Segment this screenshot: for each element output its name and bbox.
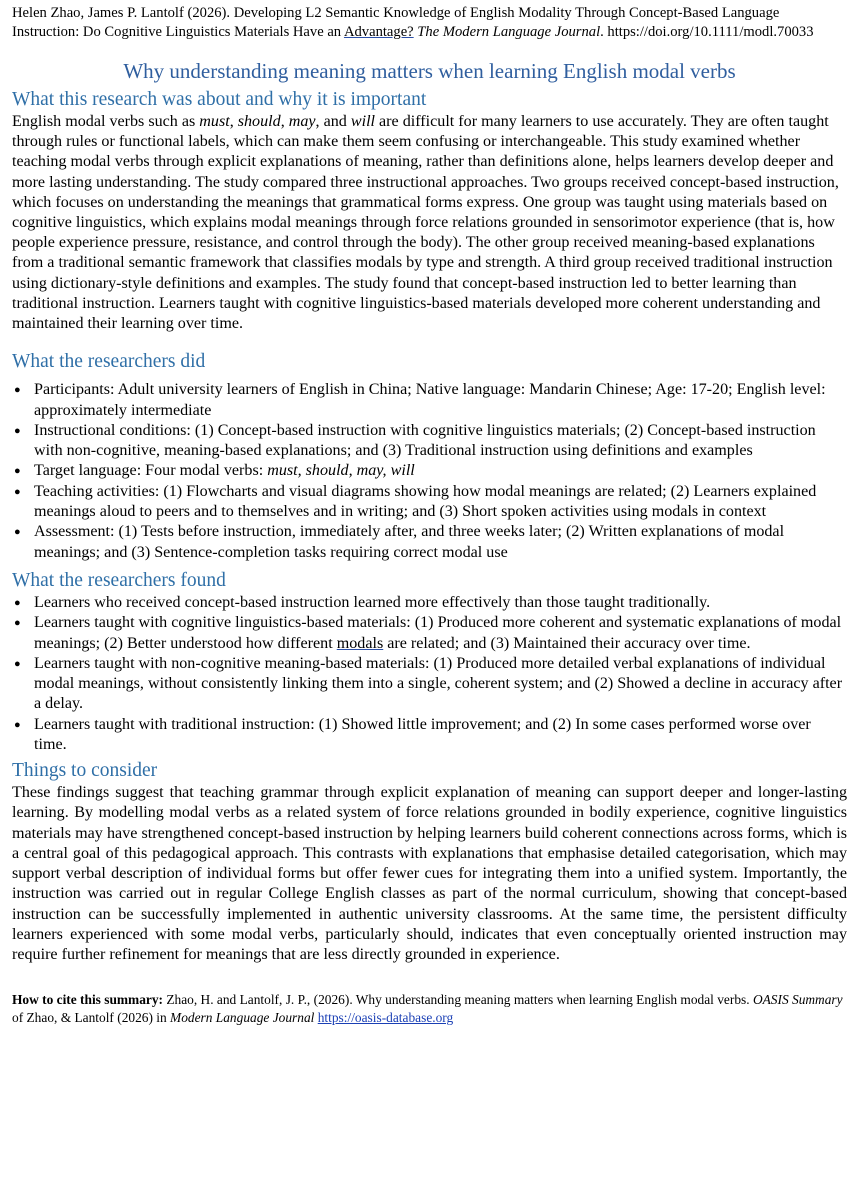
list-item: ● Target language: Four modal verbs: must, should, may, will — [12, 461, 847, 481]
bullet-icon: ● — [14, 424, 21, 437]
citation-label: How to cite this summary: — [12, 992, 163, 1008]
bullet-icon: ● — [14, 485, 21, 498]
reference-authors: Helen Zhao, James P. Lantolf (2026). Developing L2 Semantic Knowledge of English Modality Through Concept-Based Language Instruction: Do Cognitive Linguistics Materials Have an — [12, 5, 780, 40]
bullet-icon: ● — [14, 718, 21, 731]
list-item: ● Learners taught with traditional instruction: (1) Showed little improvement; and (2) In some cases performed worse over time. — [14, 715, 811, 753]
reference-doi: . https://doi.org/10.1111/modl.70033 — [600, 24, 814, 40]
section-heading-consider: Things to consider — [12, 760, 158, 782]
section-consider-paragraph: These findings suggest that teaching grammar through explicit explanation of meaning can support deeper and longer-lasting learning. By modelling modal verbs as a related system of force relations grounded in bodily experience, cognitive linguistics materials may have strengthened concept-based instruction by helping learners build coherent connections across forms, which is a central goal of this pedagogical approach. This contrasts with explanations that emphasise detailed categorisation, which may support verbal description of individual forms but offer fewer cues for integrating them into a unified system. Importantly, the instruction was carried out in regular College English classes as part of the normal curriculum, showing that concept-based instruction can be successfully implemented in authentic university classrooms. At the same time, the persistent difficulty learners experienced with some modal verbs, particularly should, indicates that even conceptually oriented instruction may require further refinement for meanings that are less directly grounded in experience. — [12, 784, 847, 963]
oasis-link[interactable]: https://oasis-database.org — [317, 1010, 454, 1026]
page-title: Why understanding meaning matters when learning English modal verbs — [123, 59, 736, 83]
did-list — [12, 380, 847, 563]
list-item: ● Learners taught with non-cognitive meaning-based materials: (1) Produced more detailed verbal explanations of individual modal meanings, without consistently linking them into a single, coherent system; and (2) Showed a decline in accuracy after a delay. — [14, 654, 843, 713]
bullet-icon: ● — [14, 617, 21, 630]
bullet-icon: ● — [14, 526, 21, 539]
reference-advantage-word: Advantage? — [343, 24, 414, 40]
section-heading-did: What the researchers did — [12, 351, 206, 373]
bullet-icon: ● — [14, 384, 21, 397]
reference-line — [12, 4, 847, 42]
list-item: ● Teaching activities: (1) Flowcharts and visual diagrams showing how modal meanings are related; (2) Learners explained meanings aloud to peers and to themselves and in writing; and (3) Short spoken activities using modals in context — [14, 482, 817, 521]
list-item: ● Learners taught with cognitive linguistics-based materials: (1) Produced more coherent and systematic explanations of modal meanings; (2) Better understood how different modals are related; and (3) Maintained their accuracy over time. — [14, 614, 842, 652]
found-list — [12, 593, 847, 755]
list-item: ● Assessment: (1) Tests before instruction, immediately after, and three weeks later; (2) Written explanations of modal meanings; and (3) Sentence-completion tasks requiring correct modal use — [14, 523, 785, 561]
section-about-paragraph: English modal verbs such as must, should, may, and will are difficult for many learners to use accurately. They are often taught through rules or functional labels, which can make them seem confusing or interchangeable. This study examined whether teaching modal verbs through explicit explanations of meaning, rather than definitions alone, helps learners develop deeper and more lasting understanding. The study compared three instructional approaches. Two groups received concept-based instruction, which focuses on understanding the meanings that grammatical forms express. One group was taught using materials based on cognitive linguistics, which explains modal meanings through force relations grounded in sensorimotor experience (that is, how people experience pressure, resistance, and control through the body). The other group received meaning-based explanations from a traditional semantic framework that classifies modals by type and strength. A third group received traditional instruction using dictionary-style definitions and examples. The study found that concept-based instruction led to better learning than traditional instruction. Learners taught with cognitive linguistics-based materials developed more coherent understanding and maintained their learning over time. — [12, 113, 839, 333]
bullet-icon: ● — [14, 465, 21, 478]
list-item: ● Instructional conditions: (1) Concept-based instruction with cognitive linguistics materials; (2) Concept-based instruction with non-cognitive, meaning-based explanations; and (3) Traditional instruction using definitions and examples — [14, 421, 816, 460]
section-heading-found: What the researchers found — [12, 569, 226, 591]
list-item: ● Learners who received concept-based instruction learned more effectively than those taught traditionally. — [12, 593, 847, 613]
reference-journal: The Modern Language Journal — [413, 24, 601, 40]
citation-block: How to cite this summary: Zhao, H. and Lantolf, J. P., (2026). Why understanding meaning matters when learning English modal verbs. OASIS Summary of Zhao, & Lantolf (2026) in Modern Language Journal https://oasis-database.org — [12, 992, 843, 1026]
section-heading-about: What this research was about and why it is important — [12, 89, 427, 110]
bullet-icon: ● — [14, 657, 21, 670]
bullet-icon: ● — [14, 596, 21, 609]
list-item: ● Participants: Adult university learners of English in China; Native language: Mandarin Chinese; Age: 17-20; English level: approximately intermediate — [14, 381, 826, 419]
